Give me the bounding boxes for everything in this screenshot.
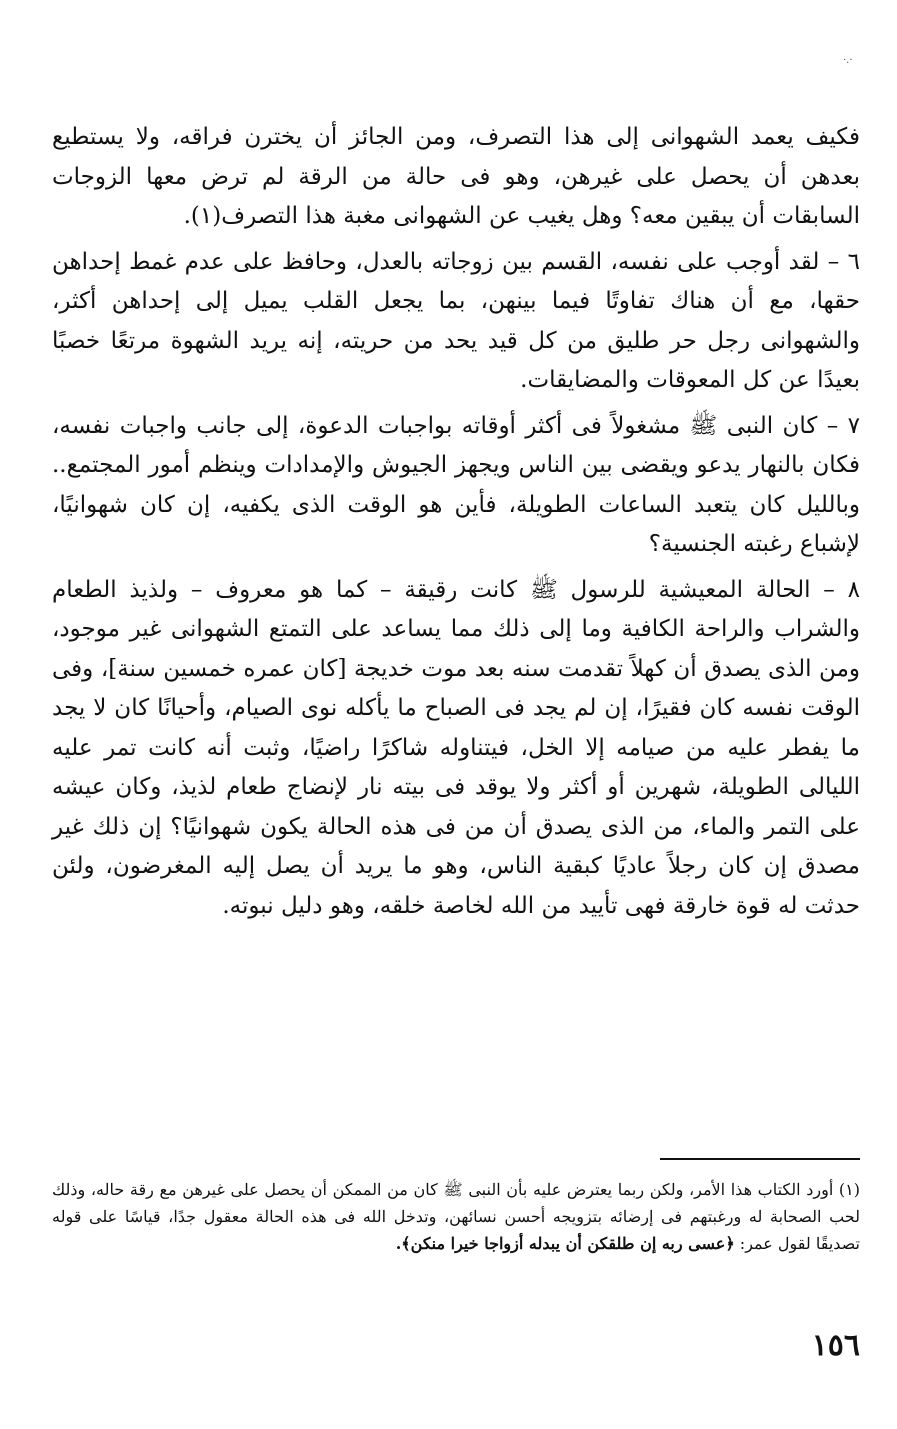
paragraph-point-7: ٧ – كان النبى ﷺ مشغولاً فى أكثر أوقاته بواجبات الدعوة، إلى جانب واجبات نفسه، فكان بالنهار يدعو ويقضى بين الناس ويجهز الجيوش والإمدادات وينظم أمور المجتمع.. وبالليل كان يتعبد الساعات الطويلة، فأين هو الوقت الذى يكفيه، إن كان شهوانيًا، لإشباع رغبته الجنسية؟	[52, 412, 860, 557]
paragraph-point-8: ٨ – الحالة المعيشية للرسول ﷺ كانت رقيقة – كما هو معروف – ولذيذ الطعام والشراب والراحة الكافية وما إلى ذلك مما يساعد على التمتع الشهوانى غير موجود، ومن الذى يصدق أن كهلاً تقدمت سنه بعد موت خديجة [كان عمره خمسين سنة]، وفى الوقت نفسه كان فقيرًا، إن لم يجد فى الصباح ما يأكله نوى الصيام، وأحيانًا كان لا يجد ما يفطر عليه من صيامه إلا الخل، فيتناوله شاكرًا راضيًا، وثبت أنه كانت تمر عليه الليالى الطويلة، شهرين أو أكثر ولا يوقد فى بيته نار لإنضاج طعام لذيذ، وكان عيشه على التمر والماء، من الذى يصدق أن من فى هذه الحالة يكون شهوانيًا؟ إن ذلك غير مصدق إن كان رجلاً عاديًا كبقية الناس، وهو ما يريد أن يصل إليه المغرضون، ولئن حدثت له قوة خارقة فهى تأييد من الله لخاصة خلقه، وهو دليل نبوته.	[52, 576, 860, 919]
paragraph-intro: فكيف يعمد الشهوانى إلى هذا التصرف، ومن الجائز أن يخترن فراقه، ولا يستطيع بعدهن أن يحصل على غيرهن، وهو فى حالة من الرقة لم ترض معها الزوجات السابقات أن يبقين معه؟ وهل يغيب عن الشهوانى مغبة هذا التصرف(١).	[52, 124, 860, 229]
paragraph-point-6: ٦ – لقد أوجب على نفسه، القسم بين زوجاته بالعدل، وحافظ على عدم غمط إحداهن حقها، مع أن هناك تفاوتًا فيما بينهن، بما يجعل القلب يميل إلى إحداهن أكثر، والشهوانى رجل حر طليق من كل قيد يحد من حريته، إنه يريد الشهوة مرتعًا خصبًا بعيدًا عن كل المعوقات والمضايقات.	[52, 248, 860, 393]
main-text	[52, 118, 860, 926]
scan-speck: ·.·	[843, 55, 853, 66]
footnote-separator	[660, 1158, 860, 1160]
footnote	[52, 1176, 860, 1257]
footnote-text: (١) أورد الكتاب هذا الأمر، ولكن ربما يعترض عليه بأن النبى ﷺ كان من الممكن أن يحصل على غيرهن مع رقة حاله، وذلك لحب الصحابة له ورغبتهم فى إرضائه بتزويجه أحسن نسائهن، وتدخل الله فى هذه الحالة معقول جدًا، قياسًا على قوله تصديقًا لقول عمر:	[52, 1180, 860, 1253]
page-number: ١٥٦	[811, 1328, 860, 1363]
footnote-quran-quote: ﴿عسى ربه إن طلقكن أن يبدله أزواجا خيرا منكن﴾.	[395, 1234, 735, 1253]
